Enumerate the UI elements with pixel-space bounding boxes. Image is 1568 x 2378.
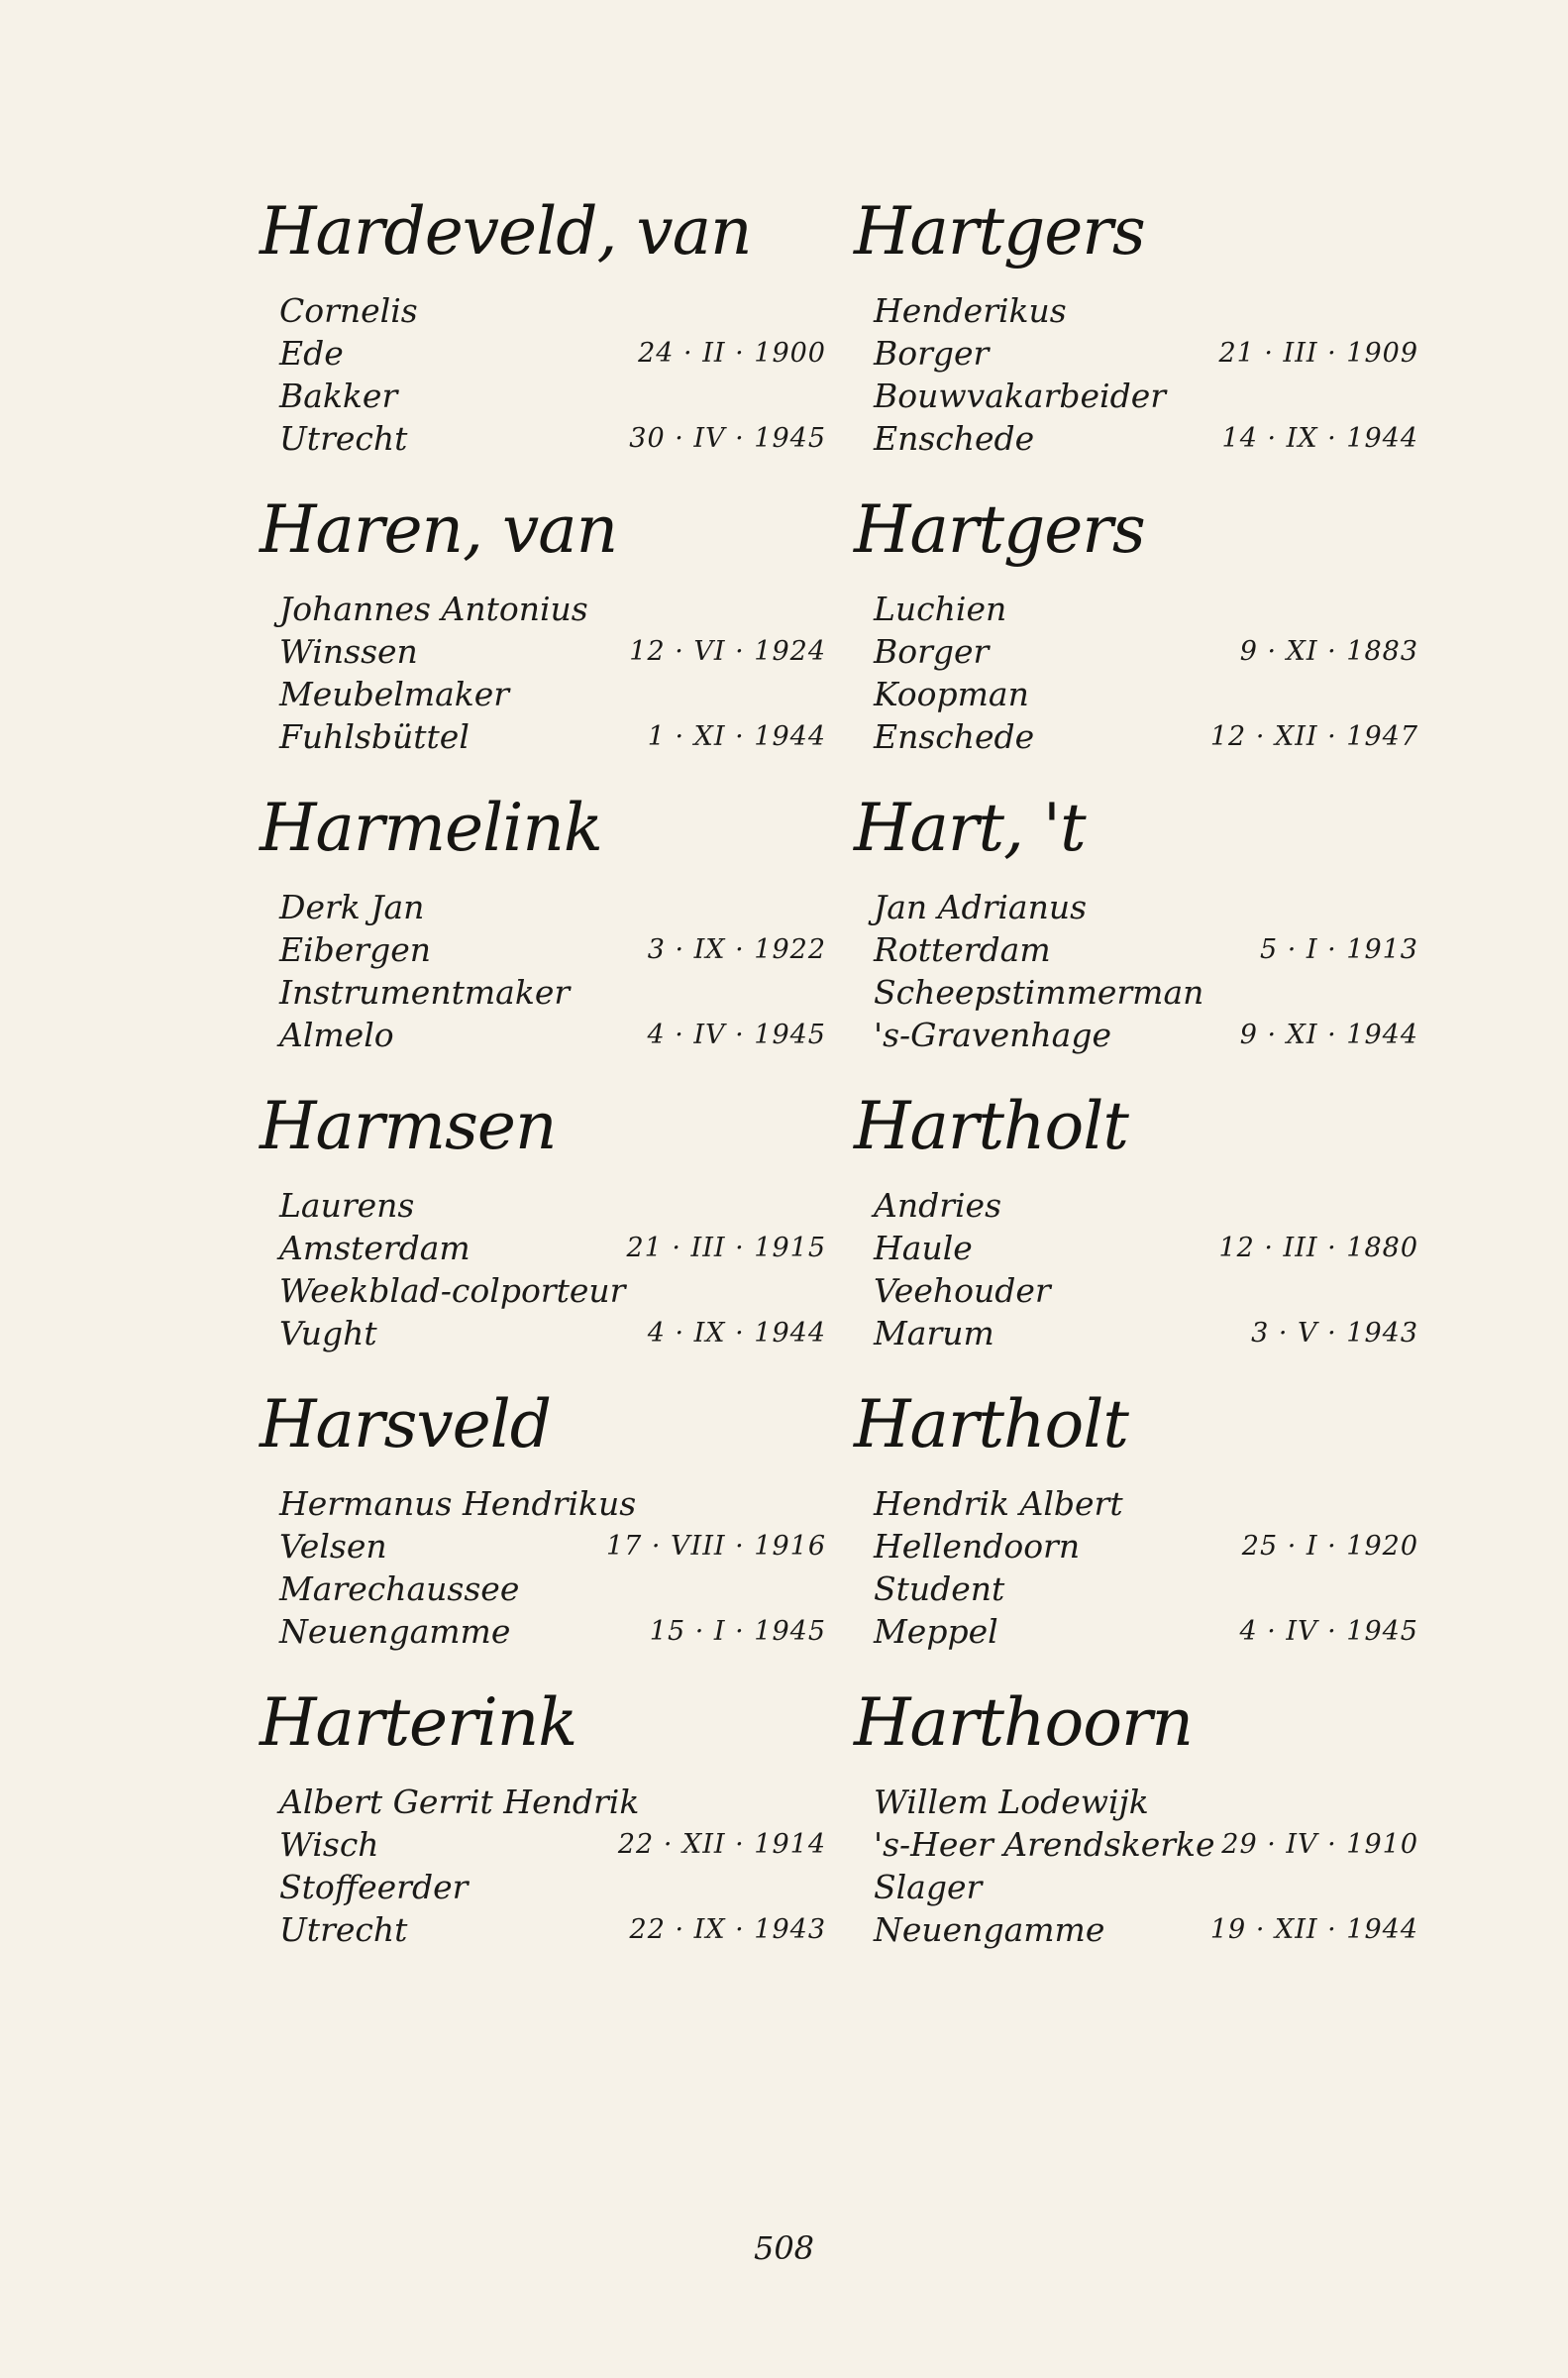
death-row (854, 417, 1428, 460)
death-row (260, 1312, 834, 1354)
entry (854, 1081, 1428, 1379)
birth-row (260, 332, 834, 375)
page-number: 508 (753, 2229, 815, 2267)
death-date: 4 · IX · 1944 (647, 1318, 826, 1349)
occupation: Meubelmaker (279, 675, 510, 713)
birth-date: 12 · VI · 1924 (629, 636, 826, 667)
occupation: Stoffeerder (279, 1868, 469, 1906)
right-column (854, 186, 1428, 1976)
given-names: Cornelis (279, 291, 418, 330)
occupation: Slager (874, 1868, 983, 1906)
birth-date: 9 · XI · 1883 (1239, 636, 1418, 667)
occupation-row (260, 375, 834, 417)
given-names: Andries (874, 1186, 1002, 1225)
birthplace: Wisch (279, 1825, 379, 1864)
surname: Harterink (260, 1684, 577, 1761)
occupation: Koopman (874, 675, 1029, 713)
death-row (854, 715, 1428, 758)
birth-row (260, 1227, 834, 1269)
entry (854, 783, 1428, 1081)
occupation-row (260, 971, 834, 1014)
occupation-row (260, 1866, 834, 1908)
death-place: Fuhlsbüttel (279, 717, 470, 756)
birth-date: 5 · I · 1913 (1259, 934, 1418, 965)
occupation-row (260, 673, 834, 715)
birth-date: 12 · III · 1880 (1218, 1233, 1418, 1263)
death-place: Meppel (874, 1612, 998, 1651)
death-date: 14 · IX · 1944 (1221, 423, 1418, 454)
entry (260, 186, 834, 485)
death-place: Vught (279, 1314, 377, 1352)
occupation: Bouwvakarbeider (874, 377, 1167, 415)
given-names-row (260, 886, 834, 928)
birth-row (260, 630, 834, 673)
surname: Harmsen (260, 1088, 557, 1164)
death-row (260, 1610, 834, 1653)
occupation-row (260, 1269, 834, 1312)
surname: Hartgers (854, 193, 1145, 270)
surname: Hart, 't (854, 790, 1086, 866)
death-date: 22 · IX · 1943 (629, 1914, 826, 1945)
birthplace: Borger (874, 334, 990, 373)
given-names-row (260, 1184, 834, 1227)
death-row (854, 1312, 1428, 1354)
given-names-row (854, 1184, 1428, 1227)
birth-row (854, 332, 1428, 375)
occupation-row (854, 1866, 1428, 1908)
occupation-row (260, 1567, 834, 1610)
surname: Hartholt (854, 1386, 1128, 1462)
given-names-row (854, 1781, 1428, 1823)
surname: Harmelink (260, 790, 602, 866)
occupation: Scheepstimmerman (874, 973, 1204, 1012)
given-names-row (260, 588, 834, 630)
birth-row (260, 1823, 834, 1866)
entry (260, 1379, 834, 1677)
death-row (260, 1014, 834, 1056)
death-date: 9 · XI · 1944 (1239, 1020, 1418, 1050)
death-row (854, 1610, 1428, 1653)
death-place: Enschede (874, 419, 1035, 458)
death-date: 1 · XI · 1944 (647, 721, 826, 752)
death-place: Neuengamme (279, 1612, 511, 1651)
birth-row (854, 928, 1428, 971)
birthplace: Rotterdam (874, 930, 1051, 969)
given-names-row (854, 588, 1428, 630)
left-column (260, 186, 834, 1976)
surname: Haren, van (260, 491, 618, 568)
occupation: Bakker (279, 377, 398, 415)
birth-row (260, 928, 834, 971)
given-names: Luchien (874, 590, 1007, 628)
occupation: Veehouder (874, 1271, 1051, 1310)
birthplace: Velsen (279, 1527, 387, 1566)
birth-row (854, 1525, 1428, 1567)
given-names-row (854, 1482, 1428, 1525)
given-names: Derk Jan (279, 888, 425, 926)
occupation-row (854, 1269, 1428, 1312)
surname: Harsveld (260, 1386, 552, 1462)
death-date: 4 · IV · 1945 (1239, 1616, 1418, 1647)
birthplace: Ede (279, 334, 344, 373)
birth-date: 17 · VIII · 1916 (605, 1531, 826, 1562)
death-place: Neuengamme (874, 1910, 1105, 1949)
entry (854, 1677, 1428, 1976)
entry (260, 1677, 834, 1976)
birth-row (854, 1823, 1428, 1866)
birth-row (854, 1227, 1428, 1269)
given-names: Johannes Antonius (279, 590, 588, 628)
given-names-row (854, 289, 1428, 332)
birthplace: Amsterdam (279, 1229, 470, 1267)
given-names: Willem Lodewijk (874, 1783, 1149, 1821)
occupation-row (854, 1567, 1428, 1610)
occupation: Marechaussee (279, 1569, 520, 1608)
death-place: 's-Gravenhage (874, 1016, 1111, 1054)
entry (854, 1379, 1428, 1677)
occupation: Instrumentmaker (279, 973, 571, 1012)
surname: Hartholt (854, 1088, 1128, 1164)
death-date: 4 · IV · 1945 (647, 1020, 826, 1050)
given-names: Albert Gerrit Hendrik (279, 1783, 640, 1821)
death-date: 15 · I · 1945 (649, 1616, 826, 1647)
birthplace: Borger (874, 632, 990, 671)
birth-date: 22 · XII · 1914 (617, 1829, 826, 1860)
given-names-row (260, 1482, 834, 1525)
given-names-row (854, 886, 1428, 928)
given-names: Henderikus (874, 291, 1067, 330)
birthplace: Hellendoorn (874, 1527, 1081, 1566)
birth-date: 3 · IX · 1922 (647, 934, 826, 965)
birthplace: Winssen (279, 632, 418, 671)
surname: Harthoorn (854, 1684, 1194, 1761)
death-row (260, 715, 834, 758)
death-date: 19 · XII · 1944 (1209, 1914, 1418, 1945)
birth-date: 29 · IV · 1910 (1221, 1829, 1418, 1860)
birth-row (260, 1525, 834, 1567)
entry (260, 1081, 834, 1379)
death-row (260, 417, 834, 460)
death-place: Enschede (874, 717, 1035, 756)
occupation: Weekblad-colporteur (279, 1271, 626, 1310)
given-names-row (260, 289, 834, 332)
death-row (854, 1908, 1428, 1951)
occupation: Student (874, 1569, 1005, 1608)
surname: Hardeveld, van (260, 193, 752, 270)
death-place: Utrecht (279, 1910, 408, 1949)
given-names-row (260, 1781, 834, 1823)
surname: Hartgers (854, 491, 1145, 568)
death-place: Marum (874, 1314, 994, 1352)
entry (854, 485, 1428, 783)
death-date: 30 · IV · 1945 (629, 423, 826, 454)
entry (260, 783, 834, 1081)
birthplace: 's-Heer Arendskerke (874, 1825, 1215, 1864)
birthplace: Haule (874, 1229, 973, 1267)
given-names: Laurens (279, 1186, 415, 1225)
death-place: Utrecht (279, 419, 408, 458)
given-names: Hendrik Albert (874, 1484, 1123, 1523)
birth-date: 21 · III · 1909 (1218, 338, 1418, 369)
birthplace: Eibergen (279, 930, 431, 969)
death-date: 12 · XII · 1947 (1209, 721, 1418, 752)
birth-date: 25 · I · 1920 (1241, 1531, 1418, 1562)
occupation-row (854, 375, 1428, 417)
birth-row (854, 630, 1428, 673)
birth-date: 21 · III · 1915 (626, 1233, 826, 1263)
birth-date: 24 · II · 1900 (638, 338, 826, 369)
occupation-row (854, 971, 1428, 1014)
death-row (260, 1908, 834, 1951)
entry (260, 485, 834, 783)
occupation-row (854, 673, 1428, 715)
given-names: Jan Adrianus (874, 888, 1088, 926)
death-date: 3 · V · 1943 (1251, 1318, 1418, 1349)
death-row (854, 1014, 1428, 1056)
death-place: Almelo (279, 1016, 394, 1054)
entry (854, 186, 1428, 485)
given-names: Hermanus Hendrikus (279, 1484, 637, 1523)
